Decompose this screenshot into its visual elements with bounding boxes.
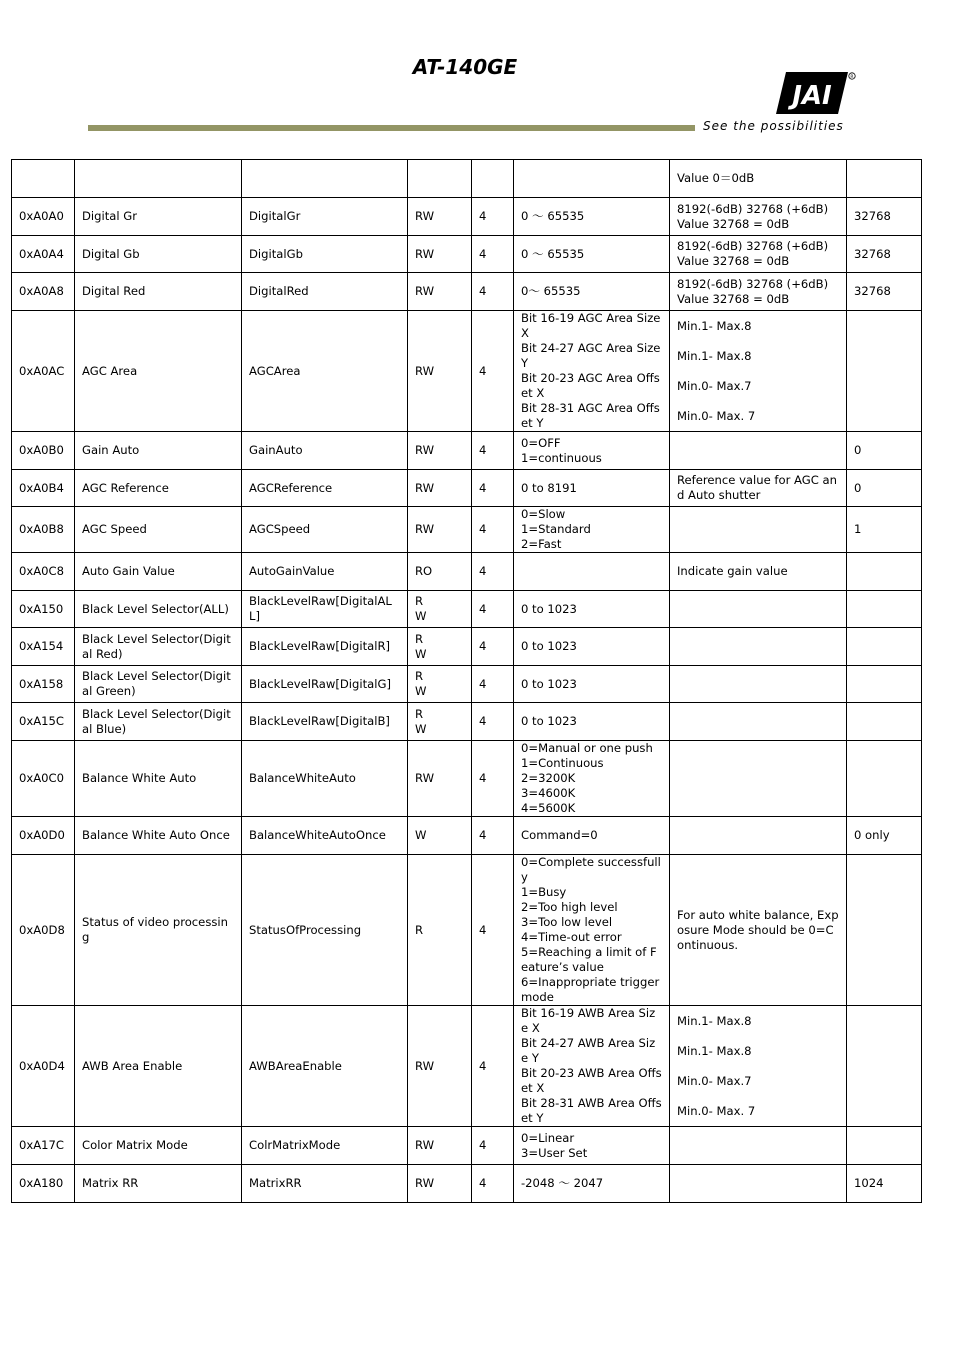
cell-notes <box>670 432 847 470</box>
cell-notes: 8192(-6dB) 32768 (+6dB) Value 32768 = 0dB <box>670 236 847 273</box>
cell-access: RW <box>408 507 472 553</box>
cell-length: 4 <box>472 311 514 432</box>
cell-default <box>847 628 922 666</box>
cell-default <box>847 311 922 432</box>
cell-name: Digital Red <box>75 273 242 311</box>
cell-notes: Reference value for AGC and Auto shutter <box>670 470 847 507</box>
cell-address: 0xA0C0 <box>12 741 75 817</box>
table-row <box>12 507 922 553</box>
cell-notes <box>670 817 847 855</box>
cell-name: Black Level Selector(Digital Green) <box>75 666 242 703</box>
cell-access: RW <box>408 470 472 507</box>
cell-range: 0=Complete successfully 1=Busy 2=Too high level 3=Too low level 4=Time-out error 5=Reaching a limit of Feature’s value 6=Inappropriate trigger mode <box>514 855 670 1006</box>
cell-access: RW <box>408 741 472 817</box>
cell-address: 0xA0D8 <box>12 855 75 1006</box>
cell-range: 0=Linear 3=User Set <box>514 1127 670 1165</box>
cell-default: 1 <box>847 507 922 553</box>
cell-default <box>847 1127 922 1165</box>
table-row <box>12 591 922 628</box>
table-row <box>12 817 922 855</box>
cell-default <box>847 703 922 741</box>
table-row <box>12 432 922 470</box>
cell-default <box>847 855 922 1006</box>
svg-text:R: R <box>850 75 854 80</box>
cell-feature: DigitalRed <box>242 273 408 311</box>
table-row <box>12 311 922 432</box>
cell-notes <box>670 1127 847 1165</box>
cell-address: 0xA0B8 <box>12 507 75 553</box>
cell-notes: Min.1- Max.8 Min.1- Max.8 Min.0- Max.7 Min.0- Max. 7 <box>670 1006 847 1127</box>
cell-name: Gain Auto <box>75 432 242 470</box>
cell-name: AGC Reference <box>75 470 242 507</box>
cell-address: 0xA0D4 <box>12 1006 75 1127</box>
cell-feature: BlackLevelRaw[DigitalR] <box>242 628 408 666</box>
cell-default <box>847 741 922 817</box>
cell-address: 0xA17C <box>12 1127 75 1165</box>
cell-length: 4 <box>472 628 514 666</box>
cell-notes <box>670 666 847 703</box>
register-table <box>11 159 922 1203</box>
cell-address <box>12 160 75 198</box>
cell-default: 0 <box>847 432 922 470</box>
cell-range: 0～ 65535 <box>514 273 670 311</box>
cell-default <box>847 591 922 628</box>
cell-name <box>75 160 242 198</box>
table-row <box>12 273 922 311</box>
cell-notes <box>670 1165 847 1203</box>
cell-length: 4 <box>472 703 514 741</box>
cell-length: 4 <box>472 666 514 703</box>
cell-length: 4 <box>472 1165 514 1203</box>
table-row <box>12 855 922 1006</box>
cell-range: 0 ～ 65535 <box>514 198 670 236</box>
cell-default <box>847 666 922 703</box>
cell-range: 0 to 8191 <box>514 470 670 507</box>
cell-notes <box>670 741 847 817</box>
cell-length: 4 <box>472 273 514 311</box>
cell-access: RW <box>408 1127 472 1165</box>
cell-length <box>472 160 514 198</box>
cell-range <box>514 553 670 591</box>
cell-address: 0xA0D0 <box>12 817 75 855</box>
cell-feature: AWBAreaEnable <box>242 1006 408 1127</box>
cell-access: R W <box>408 591 472 628</box>
cell-notes <box>670 628 847 666</box>
cell-default <box>847 553 922 591</box>
cell-notes <box>670 703 847 741</box>
cell-default: 32768 <box>847 198 922 236</box>
cell-feature: BlackLevelRaw[DigitalG] <box>242 666 408 703</box>
cell-address: 0xA0C8 <box>12 553 75 591</box>
table-row <box>12 553 922 591</box>
cell-feature: BlackLevelRaw[DigitalB] <box>242 703 408 741</box>
cell-name: AGC Area <box>75 311 242 432</box>
cell-length: 4 <box>472 432 514 470</box>
document-title: AT-140GE <box>412 55 518 79</box>
cell-length: 4 <box>472 855 514 1006</box>
cell-feature: DigitalGb <box>242 236 408 273</box>
cell-access: RW <box>408 198 472 236</box>
cell-access: RW <box>408 432 472 470</box>
cell-name: Black Level Selector(Digital Blue) <box>75 703 242 741</box>
cell-address: 0xA0B4 <box>12 470 75 507</box>
cell-address: 0xA158 <box>12 666 75 703</box>
cell-range: 0=Slow 1=Standard 2=Fast <box>514 507 670 553</box>
cell-notes: 8192(-6dB) 32768 (+6dB) Value 32768 = 0dB <box>670 273 847 311</box>
table-row <box>12 470 922 507</box>
table-row <box>12 703 922 741</box>
cell-address: 0xA0A4 <box>12 236 75 273</box>
cell-notes: 8192(-6dB) 32768 (+6dB) Value 32768 = 0dB <box>670 198 847 236</box>
cell-default: 32768 <box>847 273 922 311</box>
cell-access: RO <box>408 553 472 591</box>
cell-range: 0 to 1023 <box>514 628 670 666</box>
cell-notes: Value 0＝0dB <box>670 160 847 198</box>
cell-default <box>847 1006 922 1127</box>
cell-access: R W <box>408 703 472 741</box>
cell-name: Black Level Selector(ALL) <box>75 591 242 628</box>
cell-length: 4 <box>472 553 514 591</box>
cell-range: 0 ～ 65535 <box>514 236 670 273</box>
table-row <box>12 1006 922 1127</box>
jai-logo <box>776 68 856 120</box>
cell-name: Balance White Auto <box>75 741 242 817</box>
cell-address: 0xA150 <box>12 591 75 628</box>
cell-range: 0 to 1023 <box>514 591 670 628</box>
cell-access: RW <box>408 1006 472 1127</box>
cell-address: 0xA0A0 <box>12 198 75 236</box>
cell-access <box>408 160 472 198</box>
cell-feature: GainAuto <box>242 432 408 470</box>
cell-address: 0xA0A8 <box>12 273 75 311</box>
cell-name: Matrix RR <box>75 1165 242 1203</box>
cell-name: Color Matrix Mode <box>75 1127 242 1165</box>
cell-range: 0=Manual or one push 1=Continuous 2=3200K 3=4600K 4=5600K <box>514 741 670 817</box>
cell-feature: StatusOfProcessing <box>242 855 408 1006</box>
cell-access: RW <box>408 273 472 311</box>
cell-length: 4 <box>472 741 514 817</box>
cell-feature: AGCSpeed <box>242 507 408 553</box>
cell-range: -2048 ～ 2047 <box>514 1165 670 1203</box>
cell-name: Auto Gain Value <box>75 553 242 591</box>
cell-range: 0 to 1023 <box>514 703 670 741</box>
cell-range: Bit 16-19 AGC Area Size X Bit 24-27 AGC Area Size Y Bit 20-23 AGC Area Offset X Bit 28-31 AGC Area Offset Y <box>514 311 670 432</box>
header-rule <box>88 125 695 131</box>
cell-length: 4 <box>472 507 514 553</box>
cell-length: 4 <box>472 1006 514 1127</box>
cell-notes: Min.1- Max.8 Min.1- Max.8 Min.0- Max.7 Min.0- Max. 7 <box>670 311 847 432</box>
logo-lettering: JAI <box>792 81 832 111</box>
cell-notes <box>670 591 847 628</box>
table-row <box>12 628 922 666</box>
cell-feature: BlackLevelRaw[DigitalALL] <box>242 591 408 628</box>
cell-address: 0xA180 <box>12 1165 75 1203</box>
cell-notes: Indicate gain value <box>670 553 847 591</box>
cell-default <box>847 160 922 198</box>
cell-access: RW <box>408 236 472 273</box>
cell-range: Bit 16-19 AWB Area Size X Bit 24-27 AWB Area Size Y Bit 20-23 AWB Area Offset X Bit 28-31 AWB Area Offset Y <box>514 1006 670 1127</box>
cell-range: 0=OFF 1=continuous <box>514 432 670 470</box>
cell-name: Balance White Auto Once <box>75 817 242 855</box>
cell-length: 4 <box>472 236 514 273</box>
table-row <box>12 198 922 236</box>
cell-address: 0xA154 <box>12 628 75 666</box>
cell-name: Digital Gr <box>75 198 242 236</box>
cell-feature: ColrMatrixMode <box>242 1127 408 1165</box>
cell-default: 0 only <box>847 817 922 855</box>
cell-range: 0 to 1023 <box>514 666 670 703</box>
cell-feature: DigitalGr <box>242 198 408 236</box>
cell-name: Status of video processing <box>75 855 242 1006</box>
cell-access: R W <box>408 666 472 703</box>
table-row <box>12 160 922 198</box>
cell-range: Command=0 <box>514 817 670 855</box>
cell-address: 0xA15C <box>12 703 75 741</box>
cell-access: RW <box>408 311 472 432</box>
cell-name: AGC Speed <box>75 507 242 553</box>
table-row <box>12 1165 922 1203</box>
tagline: See the possibilities <box>703 119 844 133</box>
cell-feature: AGCReference <box>242 470 408 507</box>
cell-access: W <box>408 817 472 855</box>
cell-feature <box>242 160 408 198</box>
cell-feature: AutoGainValue <box>242 553 408 591</box>
cell-address: 0xA0B0 <box>12 432 75 470</box>
cell-default: 1024 <box>847 1165 922 1203</box>
table-row <box>12 741 922 817</box>
cell-length: 4 <box>472 470 514 507</box>
cell-notes <box>670 507 847 553</box>
cell-range <box>514 160 670 198</box>
cell-length: 4 <box>472 591 514 628</box>
cell-access: R W <box>408 628 472 666</box>
cell-access: R <box>408 855 472 1006</box>
table-row <box>12 1127 922 1165</box>
cell-name: Black Level Selector(Digital Red) <box>75 628 242 666</box>
table-row <box>12 666 922 703</box>
cell-name: Digital Gb <box>75 236 242 273</box>
cell-notes: For auto white balance, Exposure Mode should be 0=Continuous. <box>670 855 847 1006</box>
cell-default: 0 <box>847 470 922 507</box>
cell-access: RW <box>408 1165 472 1203</box>
cell-name: AWB Area Enable <box>75 1006 242 1127</box>
cell-default: 32768 <box>847 236 922 273</box>
table-row <box>12 236 922 273</box>
cell-feature: AGCArea <box>242 311 408 432</box>
cell-length: 4 <box>472 817 514 855</box>
cell-feature: MatrixRR <box>242 1165 408 1203</box>
cell-length: 4 <box>472 1127 514 1165</box>
cell-feature: BalanceWhiteAutoOnce <box>242 817 408 855</box>
cell-length: 4 <box>472 198 514 236</box>
cell-address: 0xA0AC <box>12 311 75 432</box>
cell-feature: BalanceWhiteAuto <box>242 741 408 817</box>
